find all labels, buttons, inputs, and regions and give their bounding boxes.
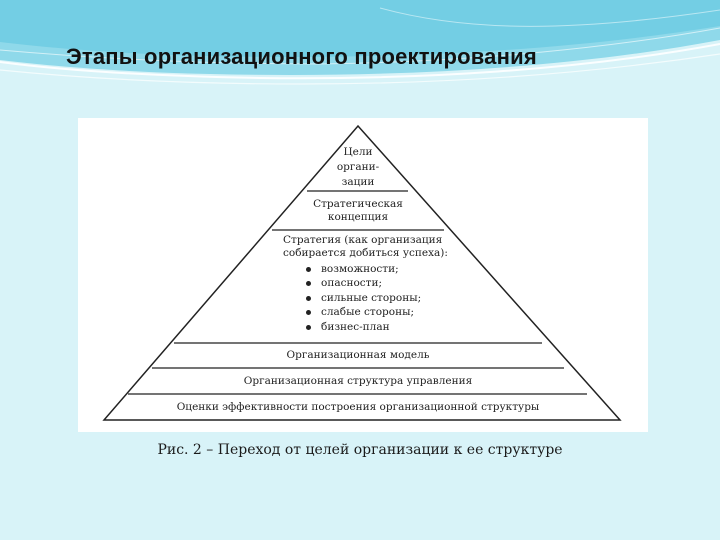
- tier-strategy: [283, 234, 448, 334]
- tier-goals-line: Цели: [343, 146, 373, 158]
- tier-goals: [308, 145, 408, 190]
- pyramid-figure: [78, 118, 648, 432]
- slide-title: Этапы организационного проектирования: [66, 44, 537, 69]
- strategy-list-item: бизнес-план: [303, 320, 448, 334]
- tier-model: Организационная модель: [286, 349, 430, 361]
- figure-caption: Рис. 2 – Переход от целей организации к ее структуре: [157, 442, 563, 458]
- tier-goals-line: органи-: [336, 161, 380, 173]
- strategy-list-item: опасности;: [303, 276, 448, 290]
- strategy-list-item: возможности;: [303, 262, 448, 276]
- tier-structure: Организационная структура управления: [243, 375, 473, 387]
- tier-goals-line: зации: [341, 176, 375, 188]
- tier-concept-line: концепция: [327, 211, 389, 223]
- tier-concept: [298, 198, 418, 224]
- strategy-heading-line: Стратегия (как организация: [283, 234, 443, 246]
- strategy-list-item: слабые стороны;: [303, 305, 448, 319]
- strategy-list-item: сильные стороны;: [303, 291, 448, 305]
- tier-concept-line: Стратегическая: [313, 198, 403, 210]
- strategy-list: [303, 262, 448, 334]
- strategy-heading-line: собирается добиться успеха):: [283, 247, 448, 259]
- tier-evaluation: Оценки эффективности построения организационной структуры: [176, 401, 540, 413]
